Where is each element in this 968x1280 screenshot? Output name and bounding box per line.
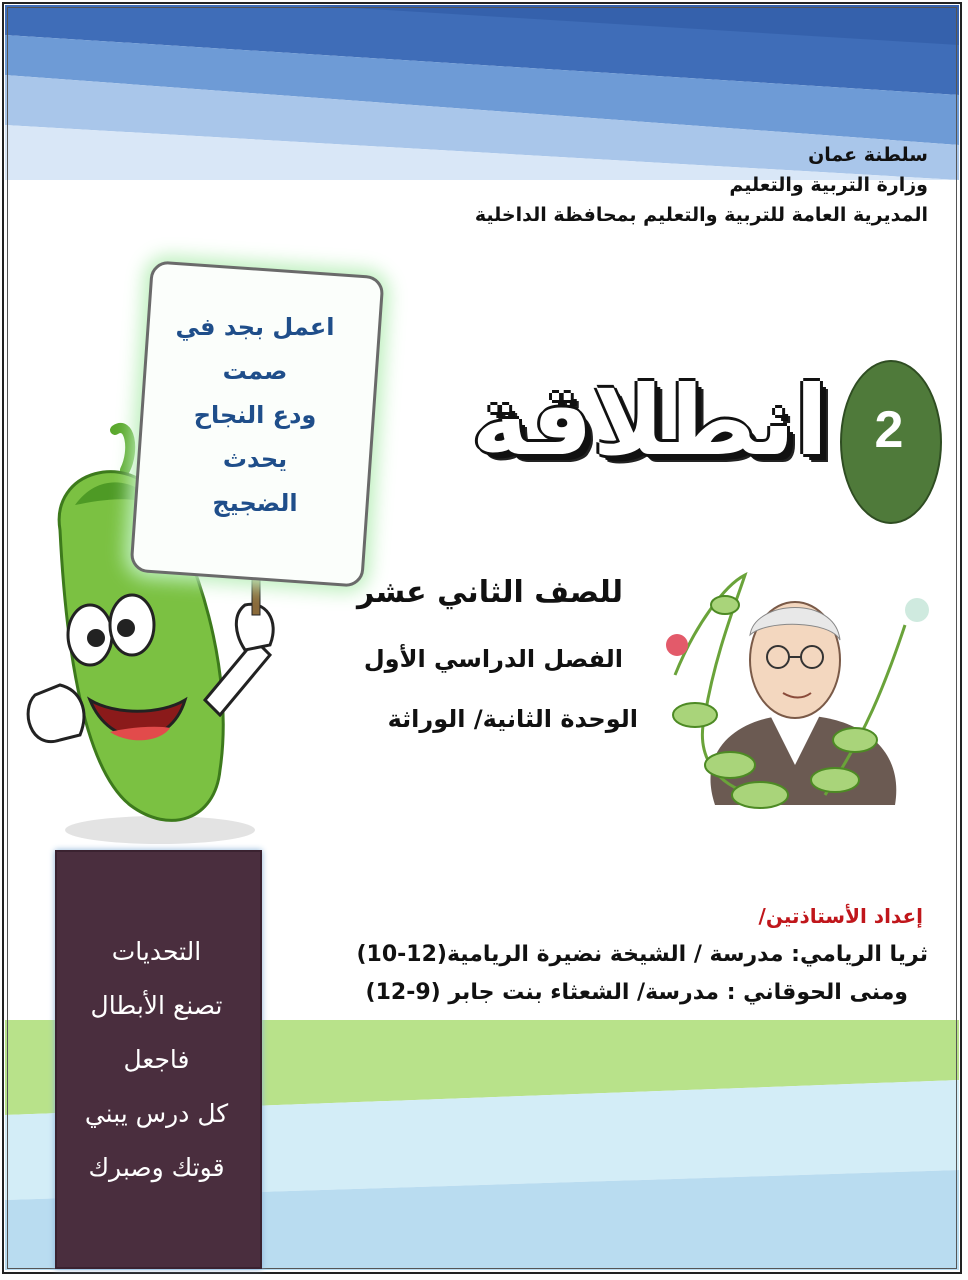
motivational-sign-text [160,305,350,525]
ministry-name: وزارة التربية والتعليم [729,174,928,196]
grade-label: للصف الثاني عشر [356,575,623,610]
sign-line-5: الضجيج [212,489,298,517]
quote-text [55,925,258,1195]
quote-line-3: فاجعل [123,1045,190,1074]
quote-line-1: التحديات [111,937,202,966]
quote-line-2: تصنع الأبطال [90,991,223,1020]
prepared-by-title: إعداد الأستاذتين/ [758,904,923,928]
main-title: انطلاقة [471,365,828,477]
quote-line-5: قوتك وصبرك [88,1153,225,1182]
teacher-credit-1: ثريا الريامي: مدرسة / الشيخة نضيرة الريامية(12-10) [356,942,928,967]
scientist-portrait-illustration [655,565,945,815]
country-name: سلطنة عمان [808,144,928,166]
quote-line-4: كل درس يبني [84,1099,229,1128]
ministry-header [475,140,928,230]
sign-line-2: صمت [222,357,288,385]
semester-label: الفصل الدراسي الأول [363,645,623,673]
directorate-name: المديرية العامة للتربية والتعليم بمحافظة الداخلية [474,204,928,226]
edition-number: 2 [874,401,904,459]
teacher-credit-2: ومنى الحوقاني : مدرسة/ الشعثاء بنت جابر (9-12) [365,980,908,1005]
sign-line-1: اعمل بجد في [175,313,335,341]
unit-label: الوحدة الثانية/ الوراثة [387,705,638,733]
sign-line-4: يحدث [222,445,288,473]
sign-line-3: ودع النجاح [193,401,317,429]
